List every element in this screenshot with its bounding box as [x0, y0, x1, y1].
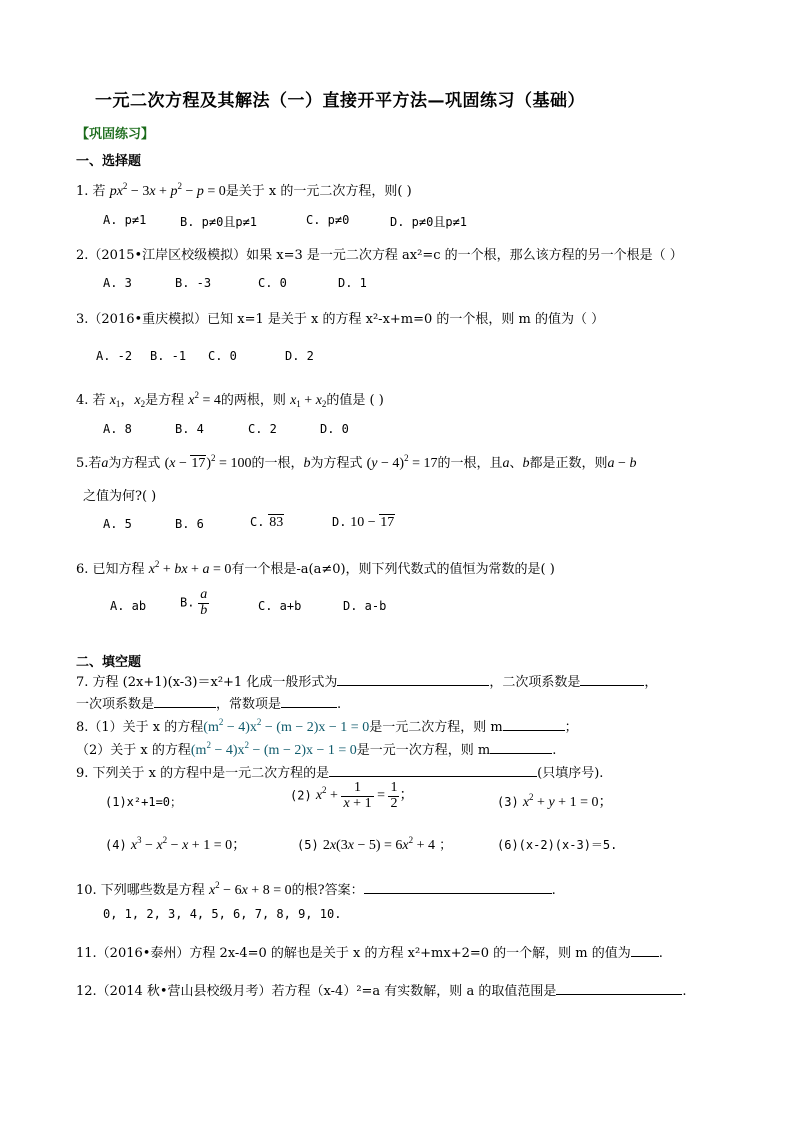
q3-option-b: B. -1 [150, 349, 187, 363]
q6-option-d: D. a-b [343, 599, 387, 613]
question-8-part-2: （2）关于 x 的方程$(m^2 - 4)x^2 - (m - 2)x - 1 = 0$是一元一次方程，则 m . [76, 740, 557, 758]
question-2: 2.（2015•江岸区校级模拟）如果 x=3 是一元二次方程 ax²=c 的一个根，那么该方程的另一个根是（ ） [76, 248, 683, 263]
q4-option-d: D. 0 [320, 422, 349, 436]
question-5: 5.若a为方程式 $(x - 17)^2 = 100$的一根，b为方程式 $(y - 4)^2 = 17$的一根，且a、b都是正数，则a − b [76, 453, 637, 471]
q2-option-a: A. 3 [103, 276, 132, 290]
question-7-line-2: 一次项系数是 ，常数项是 . [76, 697, 342, 712]
question-6: 6. 已知方程 $x^2$ + bx + a = 0有一个根是-a(a≠0)，则下列代数式的值恒为常数的是( ) [76, 559, 555, 577]
q7-blank-linear-coeff[interactable] [154, 695, 216, 708]
page-title: 一元二次方程及其解法（一）直接开平方法—巩固练习（基础） [95, 91, 585, 111]
q9-item-5: (5) $2x(3x - 5) = 6x^2 + 4$ ； [297, 835, 453, 853]
q9-item-6: (6)(x-2)(x-3)＝5. [497, 838, 618, 852]
q5-option-c: C. 83 [250, 515, 284, 530]
q6-option-c: C. a+b [258, 599, 302, 613]
question-12: 12.（2014 秋•营山县校级月考）若方程（x-4）²=a 有实数解，则 a 的取值范围是 . [76, 984, 687, 999]
q12-blank[interactable] [556, 982, 682, 995]
q10-blank[interactable] [364, 881, 552, 894]
q3-option-a: A. -2 [96, 349, 133, 363]
question-4: 4. 若 $x_1$，$x_2$是方程 $x^2 = 4$的两根，则 $x_1 + x_2$的值是 ( ) [76, 390, 384, 409]
q5-option-b: B. 6 [175, 517, 204, 531]
q9-item-1: (1)x²+1=0； [105, 795, 183, 809]
q5-line-2: 之值为何?( ) [83, 489, 157, 504]
q1-option-b: B. p≠0且p≠1 [180, 215, 258, 229]
question-11: 11.（2016•泰州）方程 2x-4=0 的解也是关于 x 的方程 x²+mx+2=0 的一个解，则 m 的值为 . [76, 946, 663, 961]
question-8-part-1: 8.（1）关于 x 的方程$(m^2 - 4)x^2 - (m - 2)x - 1 = 0$是一元二次方程，则 m ； [76, 717, 578, 735]
q9-item-3: (3) $x^2 + y + 1 = 0$； [497, 792, 613, 810]
q10-number-list: 0, 1, 2, 3, 4, 5, 6, 7, 8, 9, 10. [103, 907, 342, 921]
q11-blank[interactable] [631, 944, 659, 957]
question-10: 10. 下列哪些数是方程 $x^2 - 6x + 8 = 0$的根?答案： . [76, 880, 556, 898]
q7-blank-general-form[interactable] [337, 673, 489, 686]
q3-option-c: C. 0 [208, 349, 237, 363]
q4-option-a: A. 8 [103, 422, 132, 436]
q1-option-a: A. p≠1 [103, 213, 147, 227]
question-3: 3.（2016•重庆模拟）已知 x=1 是关于 x 的方程 x²-x+m=0 的一个根，则 m 的值为（ ） [76, 312, 605, 327]
question-9: 9. 下列关于 x 的方程中是一元二次方程的是 (只填序号). [76, 766, 604, 781]
question-7-line-1: 7. 方程 (2x+1)(x-3)＝x²+1 化成一般形式为 ，二次项系数是 ， [76, 675, 658, 690]
q7-blank-quadratic-coeff[interactable] [580, 673, 644, 686]
section-heading-fill: 二、填空题 [76, 655, 142, 670]
q6-option-a: A. ab [110, 599, 147, 613]
q2-option-b: B. -3 [175, 276, 212, 290]
q5-option-a: A. 5 [103, 517, 132, 531]
q4-option-b: B. 4 [175, 422, 204, 436]
q3-option-d: D. 2 [285, 349, 314, 363]
q9-blank[interactable] [329, 764, 537, 777]
q5-option-d: D. 10 − 17 [332, 515, 395, 530]
q8-blank-1[interactable] [503, 718, 565, 731]
q2-option-d: D. 1 [338, 276, 367, 290]
q1-option-c: C. p≠0 [306, 213, 350, 227]
section-tag: 【巩固练习】 [76, 127, 155, 142]
q1-equation: $px^2 - 3x + p^2 - p = 0$ [109, 181, 226, 199]
q4-option-c: C. 2 [248, 422, 277, 436]
q8-blank-2[interactable] [490, 741, 552, 754]
q7-blank-constant[interactable] [281, 695, 337, 708]
q1-option-d: D. p≠0且p≠1 [390, 215, 468, 229]
q9-item-4: (4) $x^3 - x^2 - x + 1 = 0$； [105, 835, 247, 853]
q2-option-c: C. 0 [258, 276, 287, 290]
question-1: 1. 若 $px^2 - 3x + p^2 - p = 0$是关于 x 的一元二次方程，则( ) [76, 181, 412, 199]
q6-option-b: B. $\frac{a}{b}$ [180, 587, 208, 618]
section-heading-choice: 一、选择题 [76, 154, 142, 169]
q9-item-2: (2) $x^2$ + $\frac{1}{x + 1}$ = $\frac{1}{2}$ ； [290, 780, 414, 811]
